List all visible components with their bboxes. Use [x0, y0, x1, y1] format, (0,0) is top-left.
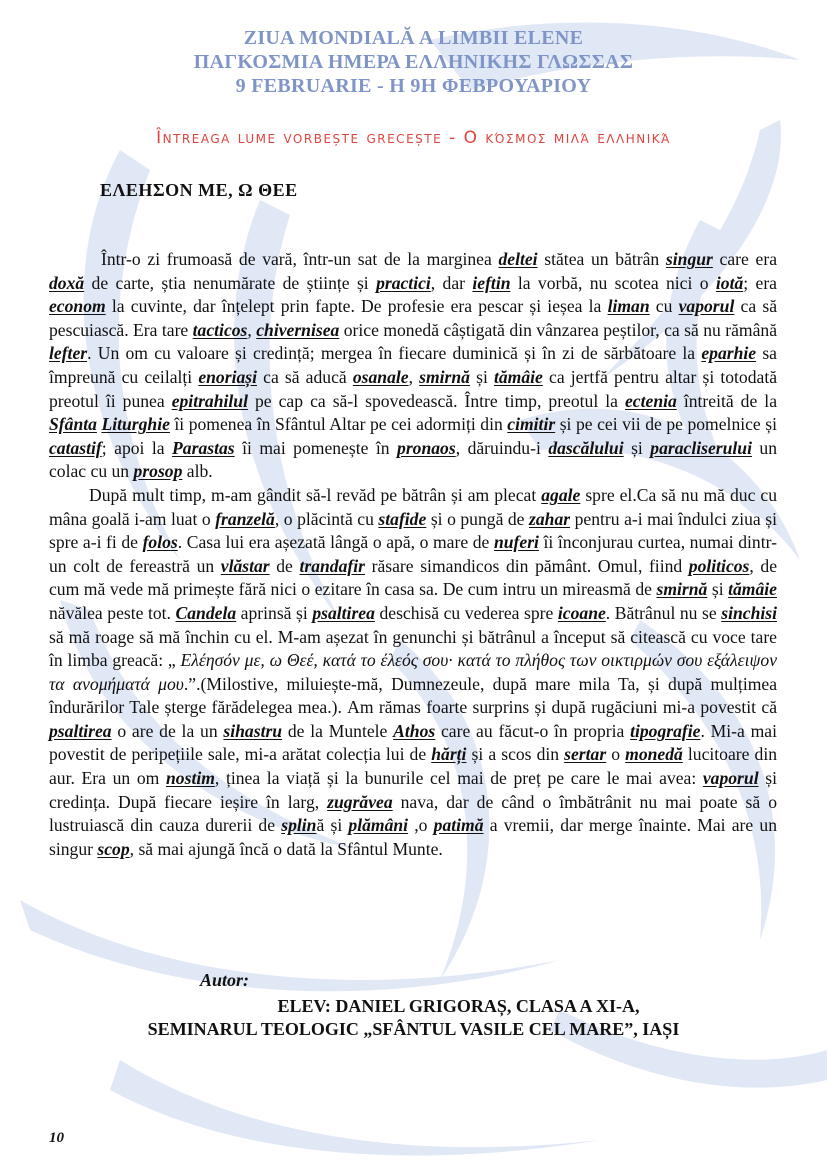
story-text: un colac cu un — [49, 437, 778, 482]
greek-loanword: smirnă — [419, 366, 470, 387]
greek-loanword: pronaos — [397, 437, 456, 458]
story-text: ca jertfă pentru altar și totodată preotul îi punea — [49, 366, 778, 411]
greek-loanword: zahar — [529, 508, 571, 529]
story-text: cu — [649, 296, 679, 317]
greek-loanword: osanale — [352, 366, 409, 387]
story-text: . Un om cu valoare și credință; mergea în fiecare duminică și în zi de sărbătoare la — [87, 343, 702, 364]
story-text: nava, dar de când o îmbătrânit nu mai poate să o lustruiască din cauza durerii de — [49, 791, 777, 836]
story-text: să mă roage să mă închin cu el. M-am așezat în genunchi și bătrânul a început să citească cu voce tare în limba greacă: „ — [49, 626, 777, 671]
author-name-line: ELEV: DANIEL GRIGORAȘ, CLASA A XI-A, — [277, 996, 640, 1016]
greek-loanword: paracliserului — [650, 437, 752, 458]
story-text: răsare simandicos din pământ. Omul, fiind — [365, 555, 689, 576]
greek-loanword: icoane — [557, 602, 606, 623]
story-text: , o plăcintă cu — [274, 508, 379, 529]
story-text: ,o — [408, 815, 434, 836]
story-text: la cuvinte, dar înțelept prin fapte. De profesie era pescar și ieșea la — [105, 296, 608, 317]
greek-loanword: eparhie — [701, 343, 757, 364]
greek-loanword: franzelă — [215, 508, 275, 529]
story-text: ; apoi la — [101, 437, 173, 458]
story-text: îi înconjurau curtea, numai dintr-un colt de fereastră un — [49, 532, 777, 576]
greek-loanword: vlăstar — [220, 555, 270, 576]
greek-loanword: scop — [97, 838, 130, 859]
greek-loanword: sertar — [564, 744, 607, 765]
greek-loanword: psaltirea — [49, 720, 112, 741]
story-text: , să mai ajungă încă o dată la Sfântul Munte. — [129, 838, 443, 859]
greek-loanword: nostim — [166, 768, 215, 789]
story-text: ă și — [316, 815, 349, 836]
story-text: aprinsă și — [236, 602, 313, 623]
story-text: După mult timp, m-am gândit să-l revăd pe bătrân și am plecat — [89, 484, 542, 505]
greek-loanword: iotă — [715, 272, 744, 293]
story-text: o are de la un — [111, 720, 224, 741]
greek-loanword: prosop — [133, 461, 183, 482]
greek-loanword: singur — [665, 249, 713, 269]
greek-loanword: ectenia — [625, 390, 677, 411]
author-label: Autor: — [200, 970, 250, 990]
story-text: .”.(Milostive, miluiește-mă, Dumnezeule, după mare mila Ta, și după mulțimea îndurărilor Tale șterge fărădelegea mea.). Am rămas foarte surprins și după rugăciuni mi-a povestit că — [49, 673, 778, 718]
greek-loanword: enoriași — [198, 366, 257, 387]
greek-prayer-quote: Ελέησόν με, ω Θεέ, κατά το έλεός σου· κατά το πλήθος των οικτιρμών σου εξάλειψον τα ανομήματά μου — [49, 650, 778, 694]
greek-loanword: Liturghie — [101, 414, 170, 435]
greek-loanword: econom — [49, 296, 106, 317]
story-text: . Casa lui era așezată lângă o apă, o mare de — [177, 532, 494, 553]
greek-loanword: Sfânta — [49, 414, 97, 435]
story-text: alb. — [182, 461, 213, 482]
greek-loanword: vaporul — [678, 296, 735, 317]
story-text: de — [269, 555, 300, 576]
story-text: și credința. După fiecare ieșire în larg, — [49, 768, 777, 812]
story-text: Într-o zi frumoasă de vară, într-un sat de la marginea — [101, 249, 499, 269]
greek-loanword: Candela — [175, 602, 237, 623]
greek-loanword: smirnă — [656, 579, 708, 600]
greek-loanword: folos — [142, 532, 178, 553]
greek-loanword: epitrahilul — [171, 390, 248, 411]
story-text: a vremii, dar merge înainte. Mai are un singur — [49, 815, 777, 859]
story-text: de carte, știa nenumărate de științe și — [84, 272, 377, 293]
greek-loanword: vaporul — [702, 768, 759, 789]
story-text: deschisă cu vederea spre — [374, 602, 558, 623]
greek-loanword: doxă — [49, 272, 85, 293]
story-text: de la Muntele — [282, 720, 394, 741]
greek-loanword: nuferi — [493, 532, 539, 553]
story-text: și pe cei vii de pe pomelnice și — [555, 414, 778, 435]
story-body — [49, 248, 777, 861]
story-paragraph — [49, 484, 777, 862]
story-text: , dăruindu-i — [455, 437, 549, 458]
greek-loanword: deltei — [498, 249, 538, 269]
story-text: , — [247, 319, 257, 340]
greek-loanword: monedă — [625, 744, 683, 765]
greek-loanword: trandafir — [299, 555, 365, 576]
story-text: și — [623, 437, 651, 458]
story-text: , de cum mă vede mă primește fără nici o ezitare în casa sa. De cum intru un mireasmă de — [49, 555, 778, 600]
story-text: năvălea peste tot. — [49, 602, 176, 623]
header-line-romanian: ZIUA MONDIALĂ A LIMBII ELENE — [243, 27, 584, 49]
greek-loanword: tămâie — [728, 579, 777, 600]
story-text: care au făcut-o în propria — [435, 720, 631, 741]
story-text: spre el.Ca să nu mă duc cu mâna goală i-am luat o — [49, 484, 777, 529]
greek-loanword: hărți — [431, 744, 467, 765]
greek-loanword: stafide — [378, 508, 427, 529]
greek-loanword: agale — [541, 484, 581, 505]
greek-loanword: dascălului — [548, 437, 624, 458]
story-text: . Bătrânul nu se — [605, 602, 722, 623]
story-title: ΕΛΕΗΣΟΝ ΜΕ, Ω ΘΕΕ — [100, 180, 298, 200]
story-text: stătea un bătrân — [537, 249, 666, 269]
page-number: 10 — [49, 1130, 64, 1146]
greek-loanword: tipografie — [630, 720, 701, 741]
story-text: lucitoare din aur. Era un om — [49, 744, 778, 789]
story-text: , dar — [430, 272, 473, 293]
story-text: la vorbă, nu scotea nici o — [510, 272, 716, 293]
story-text: , ținea la viață și la bunurile cel mai de preț pe care le mai avea: — [214, 768, 703, 789]
greek-loanword: practici — [376, 272, 431, 293]
story-text: ca să aducă — [257, 366, 353, 387]
story-text: , — [408, 366, 420, 387]
story-text: și — [469, 366, 494, 387]
greek-loanword: cimitir — [507, 414, 556, 435]
story-text: o — [606, 744, 626, 765]
story-text: orice monedă câștigată din vânzarea peștilor, ca să nu rămână — [339, 319, 778, 340]
greek-loanword: chivernisea — [256, 319, 340, 340]
story-text: îi pomenea în Sfântul Altar pe cei adormiți din — [169, 414, 508, 435]
story-text: ca să pescuiască. Era tare — [49, 296, 777, 340]
greek-loanword: zugrăvea — [327, 791, 393, 812]
story-text: și o pungă de — [426, 508, 530, 529]
story-text: pe cap ca să-l spovedească. Între timp, preotul la — [247, 390, 625, 411]
story-text: și — [707, 579, 729, 600]
author-school-line: SEMINARUL TEOLOGIC „SFÂNTUL VASILE CEL MARE”, IAȘI — [147, 1019, 680, 1039]
header-block — [0, 26, 827, 98]
greek-loanword: sinchisi — [721, 602, 777, 623]
greek-loanword: tămâie — [494, 366, 543, 387]
story-text: întreită de la — [676, 390, 778, 411]
greek-loanword: Athos — [393, 720, 436, 741]
greek-loanword: splin — [281, 815, 317, 836]
greek-loanword: lefter — [49, 343, 88, 364]
greek-loanword: catastif — [49, 437, 102, 458]
header-line-date: 9 FEBRUARIE - Η 9Η ΦΕΒΡΟΥΑΡΙΟΥ — [235, 75, 592, 97]
greek-loanword: patimă — [433, 815, 484, 836]
greek-loanword: Parastas — [172, 437, 235, 458]
greek-loanword: plămâni — [348, 815, 409, 836]
story-text: . Mi-a mai povestit de peripețiile sale, mi-a arătat colecția lui de — [49, 720, 778, 765]
greek-loanword: politicos — [688, 555, 750, 576]
greek-loanword: ieftin — [472, 272, 511, 293]
greek-loanword: sihastru — [223, 720, 283, 741]
story-text: sa împreună cu ceilalți — [49, 343, 777, 387]
story-text: care era — [712, 249, 778, 269]
header-line-greek: ΠΑΓΚΟΣΜΙΑ ΗΜΕΡΑ ΕΛΛΗΝΙΚΗΣ ΓΛΩΣΣΑΣ — [193, 51, 634, 73]
story-paragraph — [49, 248, 777, 484]
story-text: ; era — [743, 272, 777, 293]
greek-loanword: liman — [607, 296, 650, 317]
story-text: îi mai pomenește în — [234, 437, 398, 458]
story-text: și a scos din — [466, 744, 565, 765]
greek-loanword: psaltirea — [312, 602, 375, 623]
motto-line: Întreaga lume vorbește grecește - Ο κόσμος μιλά ελληνικά — [156, 128, 671, 148]
greek-loanword: tacticos — [192, 319, 248, 340]
story-text: pentru a-i mai îndulci ziua și spre a-i fi de — [49, 508, 777, 553]
